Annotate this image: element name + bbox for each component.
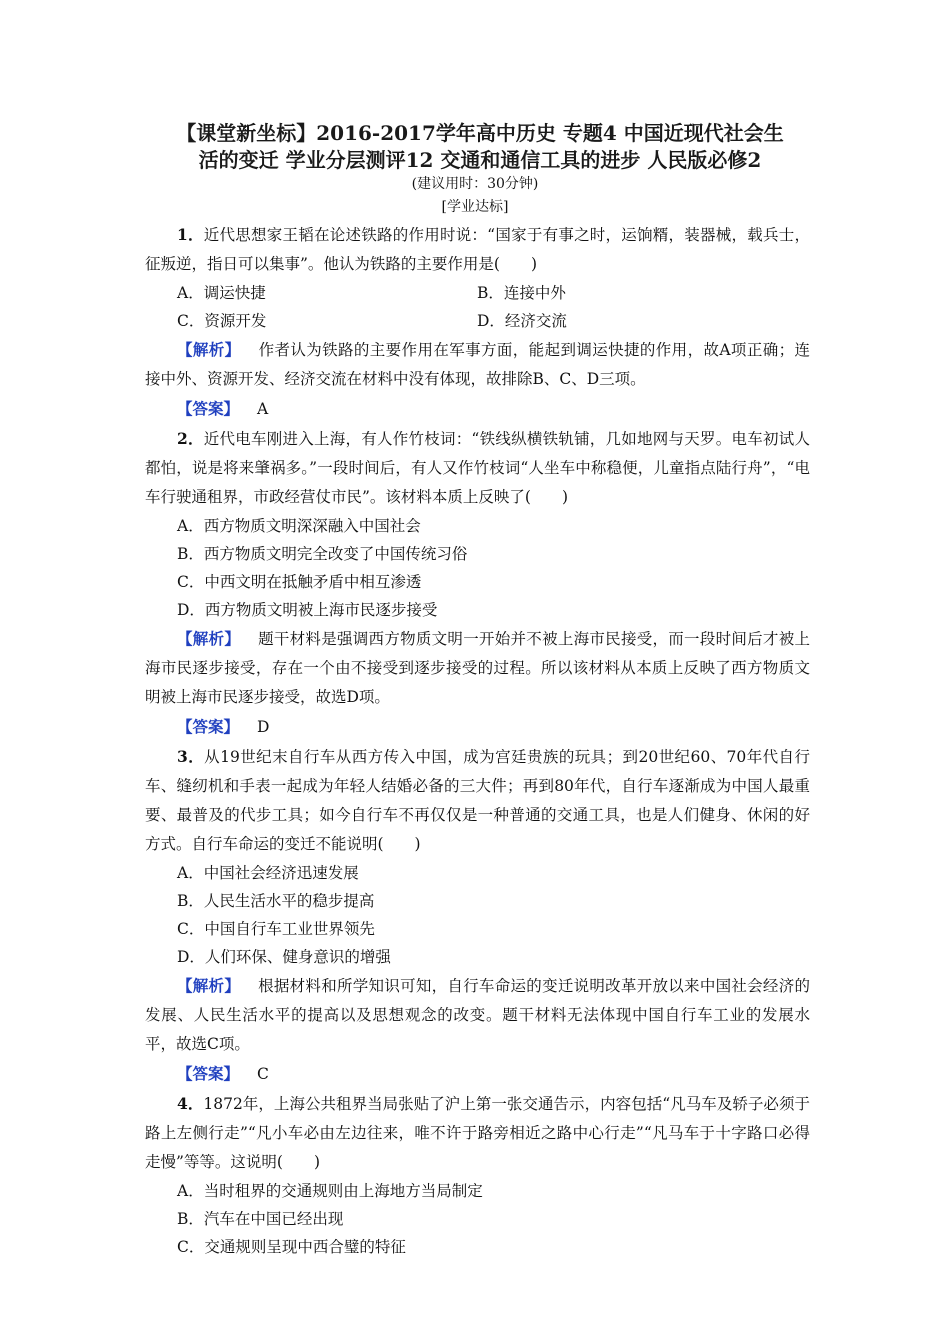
suggested-time: (建议用时：30分钟)	[411, 176, 539, 192]
option-a: A．当时租界的交通规则由上海地方当局制定	[177, 1182, 483, 1200]
question-stem: 2．近代电车刚进入上海，有人作竹枝词：“铁线纵横铁轨铺，几如地网与天罗。电车初试人都怕，说是将来肇祸多。”一段时间后，有人又作竹枝词“人坐车中称稳便，儿童指点陆行舟”，“电车行驶通租界，市政经营仗市民”。该材料本质上反映了( )	[145, 429, 810, 506]
option-d: D．西方物质文明被上海市民逐步接受	[177, 601, 438, 619]
option-b: B．西方物质文明完全改变了中国传统习俗	[177, 545, 468, 563]
question-number: 2．	[177, 429, 204, 448]
question-number: 1．	[177, 225, 204, 244]
option-b: B．汽车在中国已经出现	[177, 1210, 344, 1228]
option-b: B．连接中外	[477, 284, 566, 302]
answer: 【答案】 C	[177, 1064, 269, 1083]
option-d: D．经济交流	[477, 312, 567, 330]
question-3	[145, 742, 810, 1089]
explanation: 【解析】 作者认为铁路的主要作用在军事方面，能起到调运快捷的作用，故A项正确；连接中外、资源开发、经济交流在材料中没有体现，故排除B、C、D三项。	[145, 340, 810, 388]
question-stem: 1．近代思想家王韬在论述铁路的作用时说：“国家于有事之时，运饷糈，装器械，载兵士，征叛逆，指日可以集事”。他认为铁路的主要作用是( )	[145, 225, 810, 273]
option-c: C．交通规则呈现中西合璧的特征	[177, 1238, 406, 1256]
answer-tag: 【答案】	[177, 399, 240, 418]
option-b: B．人民生活水平的稳步提高	[177, 892, 375, 910]
answer: 【答案】 A	[177, 399, 269, 418]
explanation-tag: 【解析】	[177, 629, 241, 648]
question-4	[145, 1089, 810, 1261]
section-heading: [学业达标]	[441, 199, 509, 215]
explanation: 【解析】 根据材料和所学知识可知，自行车命运的变迁说明改革开放以来中国社会经济的发展、人民生活水平的提高以及思想观念的改变。题干材料无法体现中国自行车工业的发展水平，故选C项。	[145, 976, 810, 1053]
question-stem: 4．1872年，上海公共租界当局张贴了沪上第一张交通告示，内容包括“凡马车及轿子必须于路上左侧行走”“凡小车必由左边往来，唯不许于路旁相近之路中心行走”“凡马车于十字路口必得走慢”等等。这说明( )	[145, 1094, 810, 1171]
explanation-tag: 【解析】	[177, 976, 241, 995]
option-c: C．中西文明在抵触矛盾中相互渗透	[177, 573, 422, 591]
document-title	[130, 120, 830, 174]
question-stem: 3．从19世纪末自行车从西方传入中国，成为宫廷贵族的玩具；到20世纪60、70年代自行车、缝纫机和手表一起成为年轻人结婚必备的三大件；再到80年代，自行车逐渐成为中国人最重要、最普及的代步工具；如今自行车不再仅仅是一种普通的交通工具，也是人们健身、休闲的好方式。自行车命运的变迁不能说明( )	[145, 747, 810, 853]
question-number: 4．	[177, 1094, 204, 1113]
explanation: 【解析】 题干材料是强调西方物质文明一开始并不被上海市民接受，而一段时间后才被上海市民逐步接受，存在一个由不接受到逐步接受的过程。所以该材料从本质上反映了西方物质文明被上海市民逐步接受，故选D项。	[145, 629, 810, 706]
question-number: 3．	[177, 747, 205, 766]
question-1	[145, 220, 810, 424]
answer: 【答案】 D	[177, 717, 270, 736]
questions	[145, 220, 810, 1261]
answer-tag: 【答案】	[177, 717, 240, 736]
option-d: D．人们环保、健身意识的增强	[177, 948, 391, 966]
option-a: A．中国社会经济迅速发展	[177, 864, 359, 882]
option-c: C．资源开发	[177, 312, 267, 330]
title-line-1: 【课堂新坐标】2016-2017学年高中历史 专题4 中国近现代社会生	[176, 121, 784, 145]
title-line-2: 活的变迁 学业分层测评12 交通和通信工具的进步 人民版必修2	[198, 148, 762, 172]
option-c: C．中国自行车工业世界领先	[177, 920, 375, 938]
option-a: A．调运快捷	[177, 284, 266, 302]
option-a: A．西方物质文明深深融入中国社会	[177, 517, 421, 535]
answer-tag: 【答案】	[177, 1064, 240, 1083]
question-2	[145, 424, 810, 742]
explanation-tag: 【解析】	[177, 340, 241, 359]
